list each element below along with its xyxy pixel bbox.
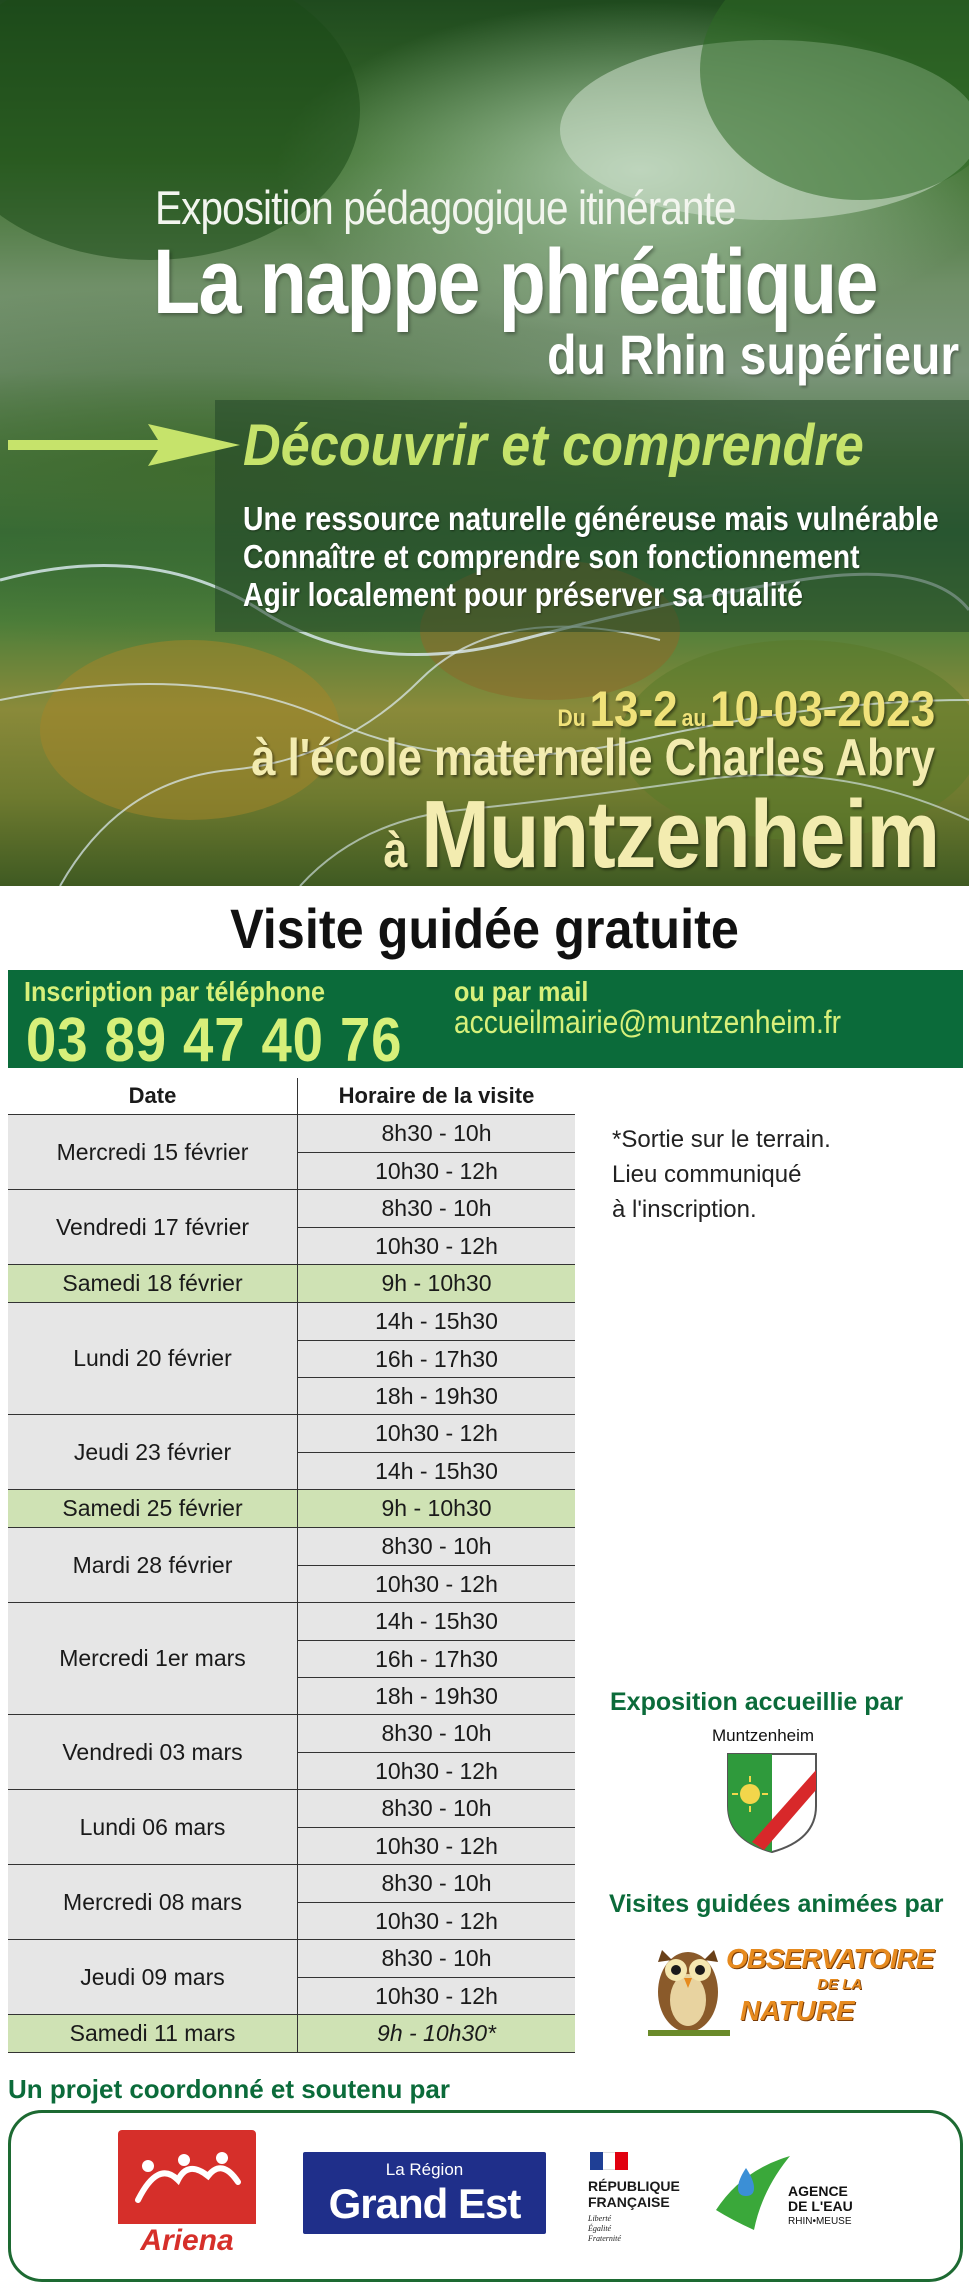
ariena-figures-icon <box>118 2130 256 2238</box>
hero-title: La nappe phréatique <box>153 231 877 333</box>
phone-number[interactable]: 03 89 47 40 76 <box>26 1006 403 1075</box>
time-slot: 18h - 19h30 <box>298 1377 575 1414</box>
phone-label: Inscription par téléphone <box>24 976 326 1007</box>
time-slot: 10h30 - 12h <box>298 1227 575 1264</box>
row-day: Mardi 28 février <box>8 1528 298 1602</box>
row-day: Mercredi 15 février <box>8 1115 298 1189</box>
time-slot: 16h - 17h30 <box>298 1640 575 1677</box>
table-row <box>8 1940 575 2015</box>
row-day: Vendredi 17 février <box>8 1190 298 1264</box>
ariena-logo: Ariena <box>118 2130 256 2260</box>
hero-banner <box>0 0 969 886</box>
time-slot: 10h30 - 12h <box>298 1752 575 1789</box>
exhibition-dates: Du 13-2 au 10-03-2023 <box>557 681 935 737</box>
header-time: Horaire de la visite <box>338 1083 535 1108</box>
time-slot: 16h - 17h30 <box>298 1340 575 1377</box>
table-row <box>8 1528 575 1603</box>
french-flag-icon <box>590 2152 628 2170</box>
table-row <box>8 1715 575 1790</box>
muntzenheim-shield-icon <box>724 1750 820 1856</box>
bullet-item: Une ressource naturelle généreuse mais vulnérable <box>243 500 939 537</box>
time-slot: 9h - 10h30 <box>298 1265 575 1302</box>
time-slot: 14h - 15h30 <box>298 1452 575 1489</box>
table-row <box>8 1190 575 1265</box>
time-slot: 8h30 - 10h <box>298 1940 575 1977</box>
bullet-item: Connaître et comprendre son fonctionnement <box>243 538 860 575</box>
time-slot: 8h30 - 10h <box>298 1790 575 1827</box>
time-slot: 8h30 - 10h <box>298 1115 575 1152</box>
guides-label: Visites guidées animées par <box>609 1890 944 1918</box>
republique-francaise-logo: RÉPUBLIQUE FRANÇAISE Liberté Égalité Fraternité <box>588 2152 698 2244</box>
row-day: Mercredi 08 mars <box>8 1865 298 1939</box>
row-day: Jeudi 23 février <box>8 1415 298 1489</box>
bullet-item: Agir localement pour préserver sa qualité <box>243 576 803 613</box>
table-row <box>8 1415 575 1490</box>
time-slot: 8h30 - 10h <box>298 1715 575 1752</box>
table-row <box>8 1490 575 1528</box>
hero-bullets <box>243 500 969 614</box>
time-slot: 14h - 15h30 <box>298 1603 575 1640</box>
exhibition-place: à l'école maternelle Charles Abry <box>251 729 935 787</box>
hero-title-line2: du Rhin supérieur <box>546 323 959 386</box>
observatoire-logo: OBSERVATOIRE DE LA NATURE <box>726 1943 934 2026</box>
mail-label: ou par mail <box>454 976 589 1007</box>
arrow-icon <box>8 418 240 472</box>
time-slot: 9h - 10h30 <box>298 1490 575 1527</box>
host-name: Muntzenheim <box>712 1726 815 1745</box>
time-slot: 8h30 - 10h <box>298 1865 575 1902</box>
hero-subtitle: Exposition pédagogique itinérante <box>155 181 736 234</box>
row-day: Jeudi 09 mars <box>8 1940 298 2014</box>
time-slot: 14h - 15h30 <box>298 1303 575 1340</box>
time-slot: 10h30 - 12h <box>298 1827 575 1864</box>
hero-tagline: Découvrir et comprendre <box>243 413 864 478</box>
row-day: Lundi 20 février <box>8 1303 298 1414</box>
visit-title: Visite guidée gratuite <box>230 897 739 960</box>
mail-link[interactable]: accueilmairie@muntzenheim.fr <box>454 1004 841 1040</box>
row-day: Vendredi 03 mars <box>8 1715 298 1789</box>
time-slot: 10h30 - 12h <box>298 1565 575 1602</box>
time-slot: 8h30 - 10h <box>298 1190 575 1227</box>
table-row <box>8 1603 575 1715</box>
row-day: Lundi 06 mars <box>8 1790 298 1864</box>
table-row <box>8 1303 575 1415</box>
time-slot: 10h30 - 12h <box>298 1902 575 1939</box>
field-trip-note: *Sortie sur le terrain. Lieu communiqué à l'inscription. <box>612 1126 831 1223</box>
time-slot: 10h30 - 12h <box>298 1152 575 1189</box>
time-slot: 10h30 - 12h <box>298 1977 575 2014</box>
time-slot: 18h - 19h30 <box>298 1677 575 1714</box>
water-drop-icon <box>712 2150 792 2236</box>
host-label: Exposition accueillie par <box>610 1688 904 1716</box>
table-row <box>8 1265 575 1303</box>
project-label: Un projet coordonné et soutenu par <box>8 2074 451 2104</box>
table-row <box>8 1790 575 1865</box>
agence-eau-logo: AGENCE DE L'EAU RHIN•MEUSE <box>712 2150 862 2236</box>
grand-est-logo: La Région Grand Est <box>303 2152 546 2234</box>
header-date: Date <box>8 1078 298 1114</box>
row-day: Samedi 25 février <box>8 1490 298 1527</box>
time-slot: 9h - 10h30* <box>298 2015 575 2052</box>
exhibition-town: à Muntzenheim <box>383 781 940 886</box>
row-day: Samedi 18 février <box>8 1265 298 1302</box>
table-row <box>8 2015 575 2053</box>
table-row <box>8 1115 575 1190</box>
row-day: Mercredi 1er mars <box>8 1603 298 1714</box>
table-header <box>8 1078 575 1115</box>
table-row <box>8 1865 575 1940</box>
time-slot: 10h30 - 12h <box>298 1415 575 1452</box>
time-slot: 8h30 - 10h <box>298 1528 575 1565</box>
schedule-table <box>8 1078 575 2053</box>
owl-icon <box>648 1930 730 2040</box>
row-day: Samedi 11 mars <box>8 2015 298 2052</box>
